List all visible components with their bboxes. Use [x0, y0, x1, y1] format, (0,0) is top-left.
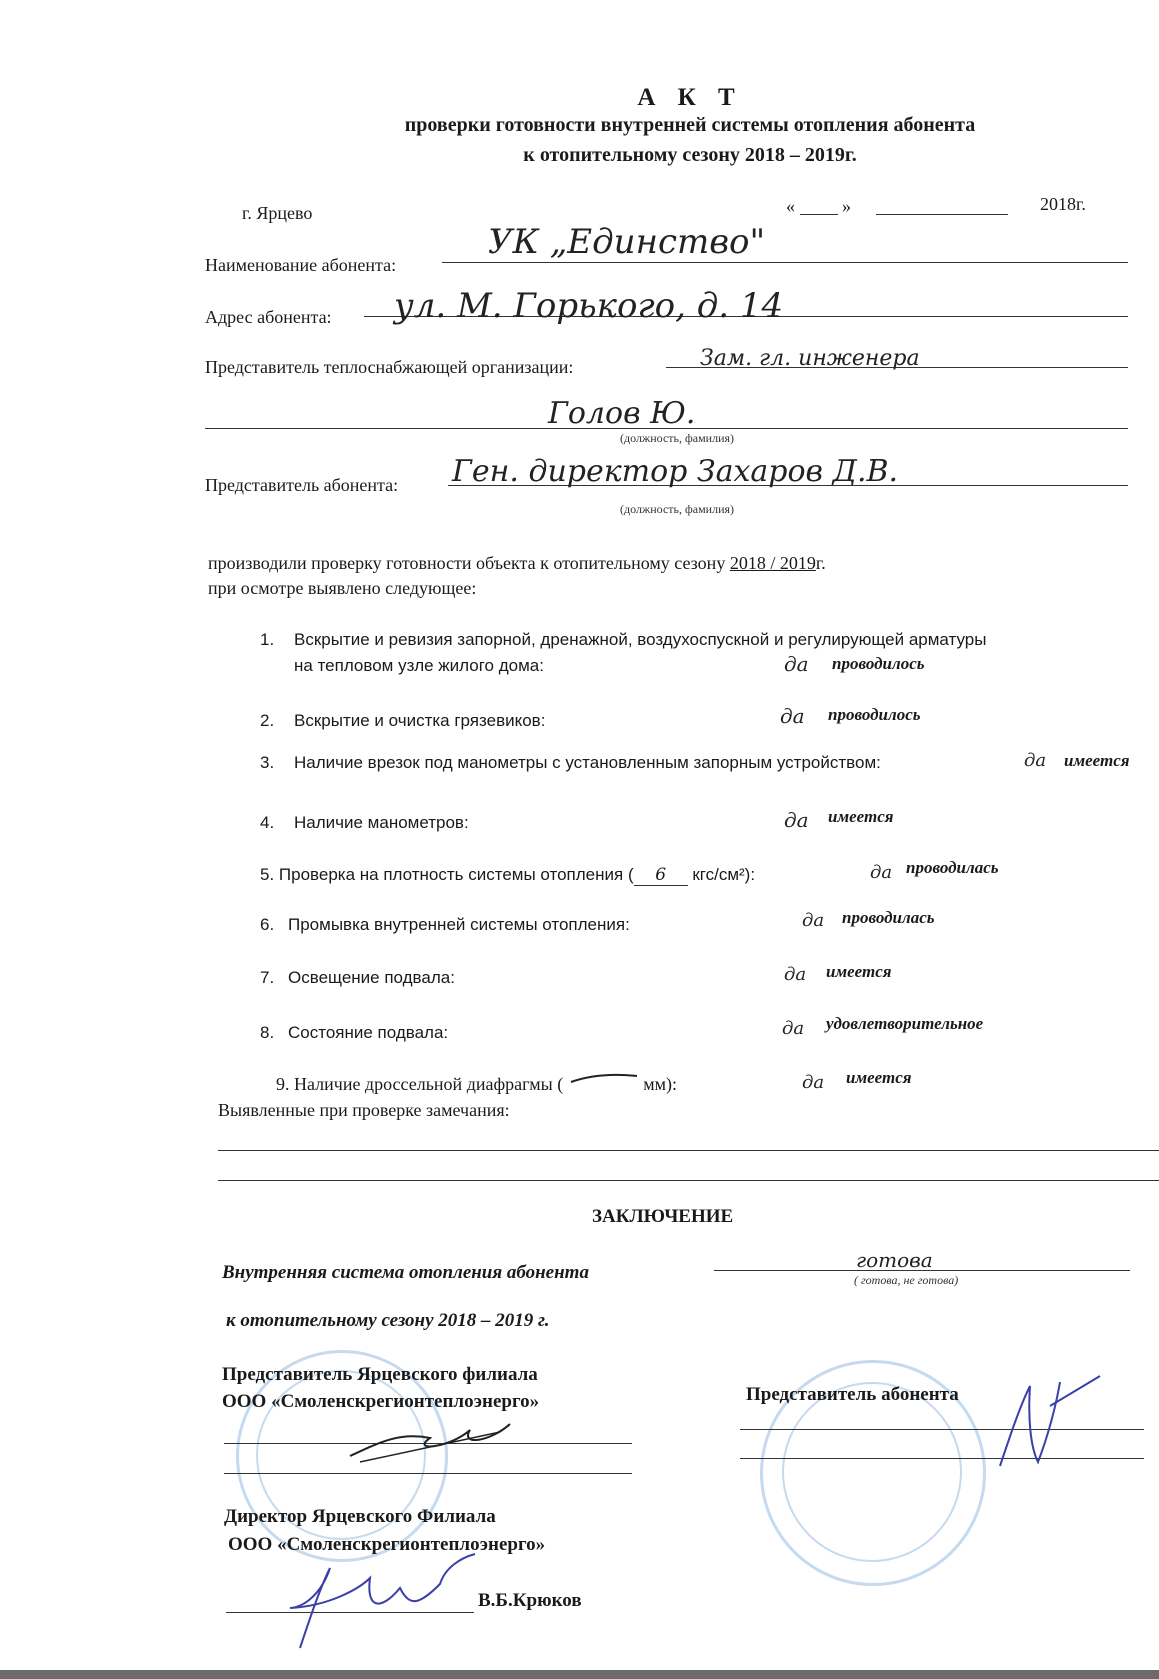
item-7-hand: да	[784, 964, 807, 985]
item-5-num-text: 5.	[260, 865, 275, 884]
act-subtitle-2: к отопительному сезону 2018 – 2019г.	[523, 144, 857, 166]
conclusion-line-2: к отопительному сезону 2018 – 2019 г.	[226, 1310, 550, 1331]
item-3-printed: имеется	[1064, 751, 1130, 770]
date-open-quote: «	[786, 196, 795, 216]
conclusion-line-1: Внутренняя система отопления абонента	[222, 1262, 589, 1283]
item-3-text: Наличие врезок под манометры с установленным запорным устройством:	[294, 753, 881, 772]
item-3-num: 3.	[260, 753, 275, 772]
subscriber-rep-signature	[990, 1366, 1110, 1476]
conclusion-heading: ЗАКЛЮЧЕНИЕ	[592, 1206, 734, 1227]
item-7-num: 7.	[260, 968, 275, 987]
address-label: Адрес абонента:	[205, 307, 332, 327]
date-year: 2018г.	[1040, 194, 1086, 214]
subscriber-name-value: УК „Единство"	[488, 222, 766, 262]
subscriber-rep-signature-label: Представитель абонента	[746, 1384, 959, 1405]
item-2-hand: да	[780, 704, 805, 728]
supplier-rep-value-2: Голов Ю.	[548, 396, 696, 431]
subscriber-rep-label: Представитель абонента:	[205, 475, 399, 495]
subscriber-name-line	[442, 262, 1128, 263]
item-3-hand: да	[1024, 750, 1047, 771]
branch-rep-line-1: Представитель Ярцевского филиала	[222, 1364, 538, 1385]
director-line-2: ООО «Смоленскрегионтеплоэнерго»	[228, 1534, 546, 1555]
item-6-num: 6.	[260, 915, 275, 934]
intro-season: 2018 / 2019	[729, 553, 816, 573]
intro-line-1	[208, 553, 826, 574]
item-9-hand: да	[802, 1072, 825, 1093]
item-8-num: 8.	[260, 1023, 275, 1042]
subscriber-name-label: Наименование абонента:	[205, 255, 397, 275]
item-1-text: Вскрытие и ревизия запорной, дренажной, воздухоспускной и регулирующей арматуры	[294, 630, 987, 649]
item-5-printed: проводилась	[906, 858, 999, 877]
act-subtitle-1: проверки готовности внутренней системы отопления абонента	[404, 114, 976, 136]
supplier-rep-value-1: Зам. гл. инженера	[700, 346, 920, 371]
item-2-text: Вскрытие и очистка грязевиков:	[294, 711, 546, 730]
act-title: А К Т	[637, 84, 743, 111]
conclusion-caption: ( готова, не готова)	[854, 1273, 959, 1287]
item-1-text-2: на тепловом узле жилого дома:	[294, 656, 544, 675]
item-8-printed: удовлетворительное	[826, 1014, 984, 1033]
item-9-num: 9.	[276, 1074, 290, 1094]
position-caption-1: (должность, фамилия)	[620, 431, 735, 445]
item-4-num: 4.	[260, 813, 275, 832]
branch-rep-line-2: ООО «Смоленскрегионтеплоэнерго»	[222, 1391, 540, 1412]
item-5-value: 6	[634, 865, 688, 886]
item-2-num: 2.	[260, 711, 275, 730]
address-value: ул. М. Горького, д. 14	[394, 286, 784, 326]
item-1-printed: проводилось	[832, 654, 925, 673]
intro-prefix: производили проверку готовности объекта к отопительному сезону	[208, 553, 726, 573]
item-8-hand: да	[782, 1018, 805, 1039]
item-4-hand: да	[784, 808, 809, 832]
item-1-num: 1.	[260, 630, 275, 649]
item-9-text-after: мм):	[643, 1074, 678, 1094]
item-7-printed: имеется	[826, 962, 892, 981]
scan-bottom-edge	[0, 1670, 1159, 1679]
conclusion-hand: готова	[856, 1248, 933, 1272]
item-8-text: Состояние подвала:	[288, 1023, 449, 1042]
item-5-num	[260, 865, 755, 886]
position-caption-2: (должность, фамилия)	[620, 502, 735, 516]
item-6-hand: да	[802, 910, 825, 931]
branch-rep-signature	[340, 1412, 520, 1472]
item-9-text-before: Наличие дроссельной диафрагмы (	[294, 1074, 564, 1094]
remarks-line-1	[218, 1150, 1159, 1151]
remarks-line-2	[218, 1180, 1159, 1181]
intro-suffix: г.	[815, 553, 826, 573]
supplier-rep-label: Представитель теплоснабжающей организации:	[205, 357, 574, 377]
item-5-text-after: кгс/см²):	[692, 865, 756, 884]
item-6-text: Промывка внутренней системы отопления:	[288, 915, 630, 934]
director-line-1: Директор Ярцевского Филиала	[224, 1506, 496, 1527]
place: г. Ярцево	[242, 203, 313, 223]
date-close-quote: »	[842, 196, 851, 216]
item-9	[276, 1074, 677, 1095]
item-2-printed: проводилось	[828, 705, 921, 724]
item-5-text-before: Проверка на плотность системы отопления (	[278, 865, 634, 884]
item-9-printed: имеется	[846, 1068, 912, 1087]
item-4-printed: имеется	[828, 807, 894, 826]
item-5-hand: да	[870, 862, 893, 883]
item-9-dash	[563, 1070, 643, 1091]
item-1-hand: да	[784, 652, 809, 676]
remarks-label: Выявленные при проверке замечания:	[218, 1100, 510, 1120]
item-7-text: Освещение подвала:	[288, 968, 455, 987]
date-day-line	[800, 214, 838, 215]
item-6-printed: проводилась	[842, 908, 935, 927]
intro-line-2: при осмотре выявлено следующее:	[208, 578, 477, 598]
branch-rep-sign-line-2	[224, 1473, 632, 1474]
stamp-right-inner	[782, 1382, 962, 1562]
director-signature	[270, 1548, 490, 1658]
director-name: В.Б.Крюков	[478, 1590, 582, 1611]
item-4-text: Наличие манометров:	[294, 813, 469, 832]
date-month-line	[876, 214, 1008, 215]
subscriber-rep-value: Ген. директор Захаров Д.В.	[452, 454, 899, 489]
